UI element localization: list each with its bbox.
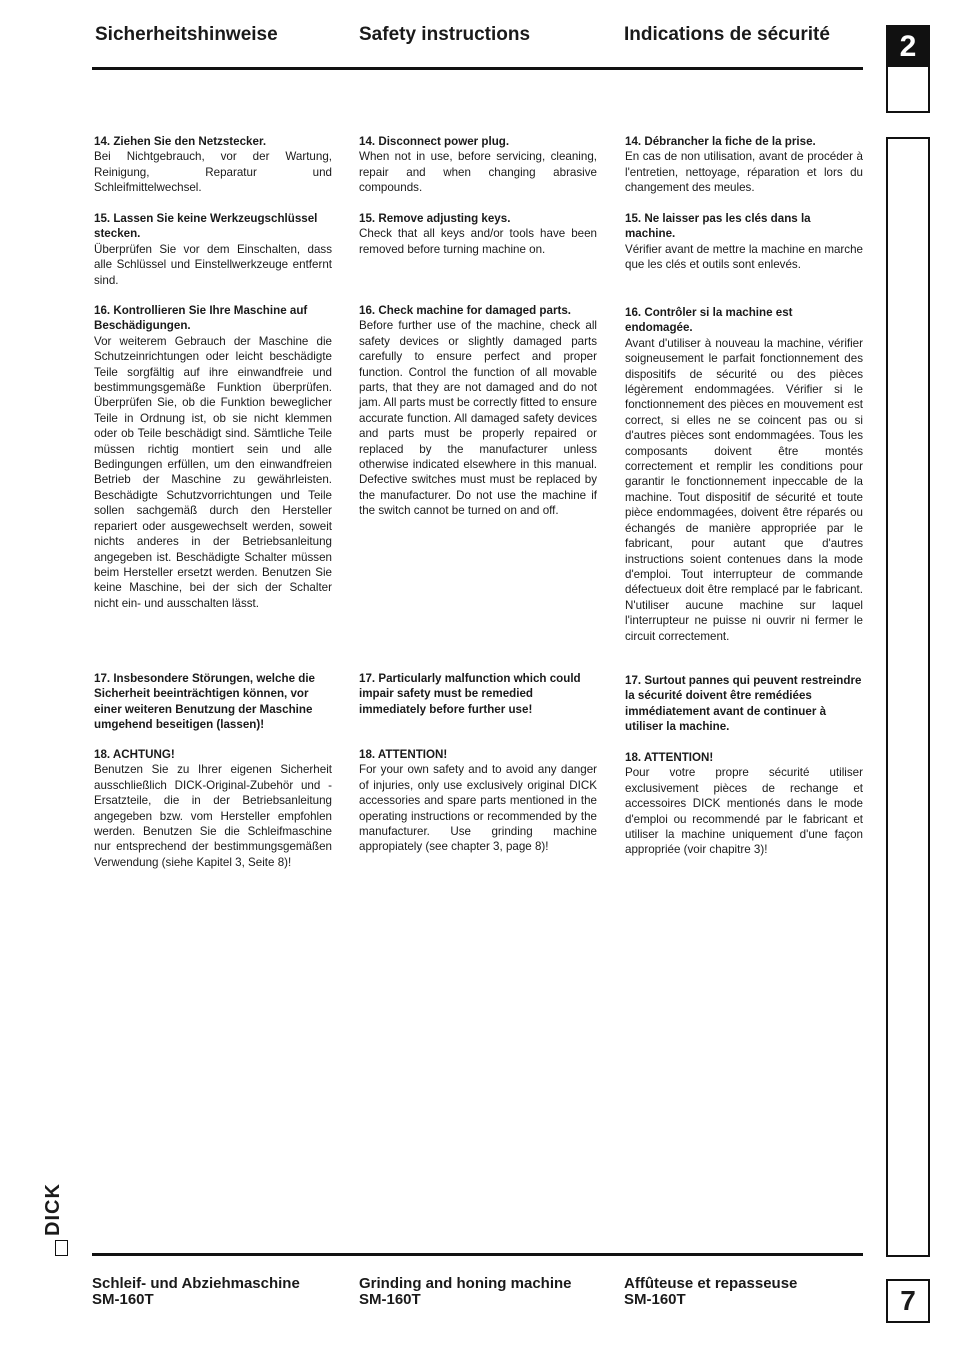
header-rule [92,67,863,70]
page-number: 7 [886,1279,930,1323]
section-heading: 18. ATTENTION! [625,751,714,764]
brand-logo: DICK [42,1183,64,1236]
section-de-16 [94,303,332,611]
section-body: Avant d'utiliser à nouveau la machine, vérifier soigneusement le parfait fonctionnement des dispositifs de sécurité ou des pièces légèrement endommagées. Vérifier si le fonctionnement des pièces en mouvement est correct, si elles ne se coincent pas ou si d'autres pièces sont endommagées. Tous les composants doivent être montés correctement et remplir les conditions pour garantir le fonctionnement inpeccable de la machine. Tout dispositif de sécurité et toute pièce endommagées, doivent être réparés ou échangés de manière appropriée par le fabricant, pour autant que d'autres instructions soient contenues dans la mode d'emploi. Tout interrupteur de commande défectueux doit être remplacé par le fabricant. N'utiliser aucune machine sur laquel l'interrupteur ne puisse ni ouvrir ni fermer le circuit correctement. [625,336,863,643]
section-de-18 [94,747,332,870]
section-body: Check that all keys and/or tools have been removed before turning machine on. [359,227,597,256]
section-en-15 [359,211,597,257]
footer-model: SM-160T [92,1291,154,1308]
section-body: En cas de non utilisation, avant de procéder à l'entretien, nettoyage, réparation et lors du changement des meules. [625,150,863,195]
section-body: Bei Nichtgebrauch, vor der Wartung, Reinigung, Reparatur und Schleifmittelwechsel. [94,150,332,195]
section-body: Before further use of the machine, check all safety devices or slightly damaged parts carefully to ensure perfect and proper function. Control the function of all movable parts, that they are not damaged and do not jam. All parts must be correctly fitted to ensure accurate function. All damaged safety devices and parts must be properly repaired or replaced by the manufacturer unless otherwise indicated elsewhere in this manual. Defective switches must must be replaced by the manufacturer. Do not use the machine if the switch cannot be turned on and off. [359,319,597,518]
footer-en [359,1276,572,1308]
section-heading: 18. ATTENTION! [359,748,448,761]
side-margin-frame [886,137,930,1257]
section-heading: 17. Insbesondere Störungen, welche die Sicherheit beeinträchtigen können, vor einer weiteren Benutzung der Maschine umgehend beseitigen (lassen)! [94,672,315,732]
footer-fr [624,1276,797,1308]
header-title-de: Sicherheitshinweise [95,24,278,45]
section-heading: 18. ACHTUNG! [94,748,175,761]
section-heading: 14. Ziehen Sie den Netzstecker. [94,135,267,148]
footer-rule [92,1253,863,1256]
section-fr-18 [625,750,863,858]
section-body: Überprüfen Sie vor dem Einschalten, dass alle Schlüssel und Einstellwerkzeuge entfernt sind. [94,242,332,287]
footer-model: SM-160T [359,1291,421,1308]
section-heading: 14. Disconnect power plug. [359,135,510,148]
section-de-14 [94,134,332,196]
section-en-17 [359,671,597,717]
section-heading: 15. Lassen Sie keine Werkzeugschlüssel stecken. [94,212,318,241]
section-heading: 15. Remove adjusting keys. [359,212,511,225]
section-heading: 17. Surtout pannes qui peuvent restreindre la sécurité doivent être remédiées immédiatement avant de continuer à utiliser la machine. [625,674,862,734]
section-de-15 [94,211,332,288]
section-en-16 [359,303,597,519]
section-fr-14 [625,134,863,196]
footer-title: Grinding and honing machine [359,1275,572,1292]
section-heading: 16. Kontrollieren Sie Ihre Maschine auf Beschädigungen. [94,304,308,333]
section-body: Vérifier avant de mettre la machine en marche que les clés et outils sont enlevés. [625,242,863,272]
footer-title: Affûteuse et repasseuse [624,1275,798,1292]
footer-de [92,1276,300,1308]
chapter-tab-number: 2 [888,27,928,67]
footer-model: SM-160T [624,1291,686,1308]
section-body: When not in use, before servicing, cleaning, repair and when changing abrasive compounds. [359,150,597,195]
section-body: Pour votre propre sécurité utiliser exclusivement pièces de rechange et accessoires DICK mentionés dans le mode d'emploi ou recommendé par le fabricant et utiliser la machine uniquement d'une façon appropriée (voir chapitre 3)! [625,766,863,857]
header-title-fr: Indications de sécurité [624,24,830,45]
section-body: Benutzen Sie zu Ihrer eigenen Sicherheit ausschließlich DICK-Original-Zubehör und -Ersatzteile, die in der Betriebsanleitung angegeben bzw. vom Hersteller empfohlen werden. Benutzen Sie die Schleifmaschine nur entsprechend der bestimmungsgemäßen Verwendung (siehe Kapitel 3, Seite 8)! [94,763,332,869]
section-en-14 [359,134,597,196]
section-heading: 15. Ne laisser pas les clés dans la machine. [625,212,811,241]
header-title-en: Safety instructions [359,24,531,45]
section-body: Vor weiterem Gebrauch der Maschine die Schutzeinrichtungen oder leicht beschädigte Teile sorgfältig auf ihre einwandfreie und bestimmungsgemäße Funktion überprüfen. Überprüfen Sie, ob die Funktion beweglicher Teile in Ordnung ist, ob sie nicht klemmen oder ob Teile beschädigt sind. Sämtliche Teile müssen richtig montiert sein und alle Bedingungen erfüllen, um den einwandfreien Betrieb der Maschine zu gewährleisten. Beschädigte Schutzvorrichtungen und Teile sollen sachgemäß durch den Hersteller repariert oder ausgewechselt werden, soweit nichts anderes in der Betriebsanleitung angegeben ist. Beschädigte Schalter müssen beim Hersteller ersetzt werden. Benutzen Sie keine Maschine, bei der sich der Schalter nicht ein- und ausschalten lässt. [94,334,332,610]
section-en-18 [359,747,597,855]
section-fr-17 [625,673,863,735]
section-heading: 17. Particularly malfunction which could impair safety must be remedied immediately before further use! [359,672,581,716]
section-fr-16 [625,305,863,644]
section-heading: 16. Check machine for damaged parts. [359,304,571,317]
footer-title: Schleif- und Abziehmaschine [92,1275,300,1292]
section-heading: 16. Contrôler si la machine est endomagée. [625,306,793,335]
section-de-17 [94,671,332,733]
section-body: For your own safety and to avoid any danger of injuries, only use exclusively original DICK accessories and spare parts mentioned in the operating instructions or recommended by the manufacturer. Use grinding machine appropiately (see chapter 3, page 8)! [359,763,597,854]
brand-mark-icon [55,1240,68,1256]
section-fr-15 [625,211,863,273]
section-heading: 14. Débrancher la fiche de la prise. [625,135,816,148]
